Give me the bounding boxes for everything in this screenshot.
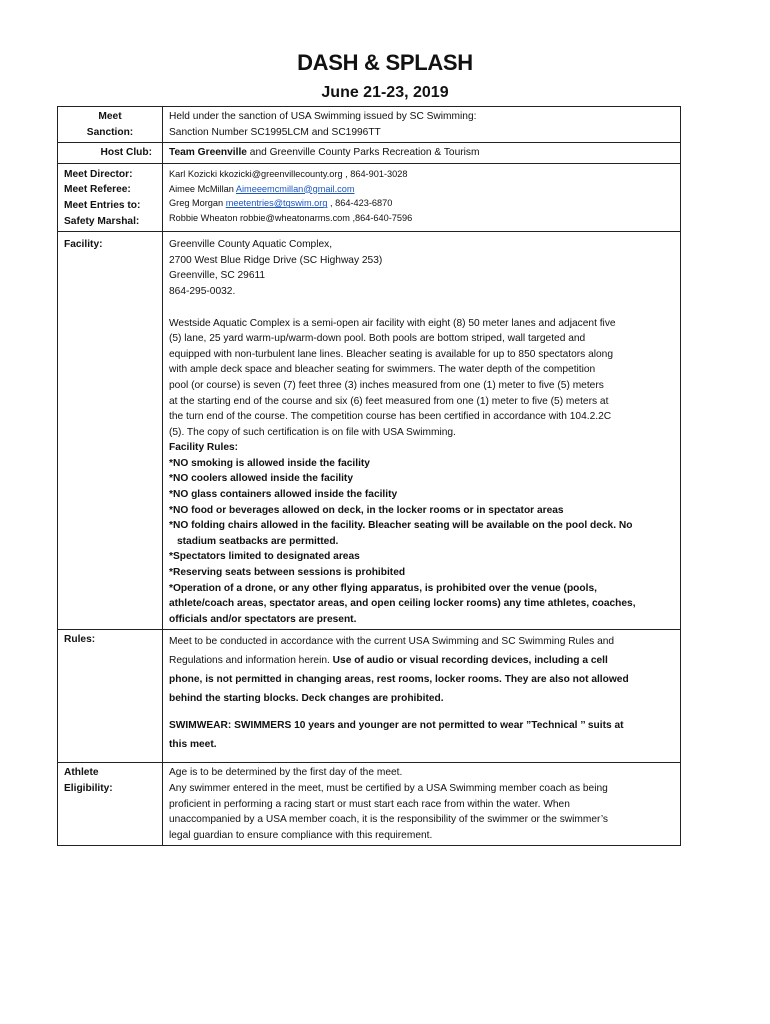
sanction-line: Held under the sanction of USA Swimming issued by SC Swimming: [169, 111, 477, 122]
facility-rules-heading: Facility Rules: [169, 442, 239, 454]
facility-label: Facility: [58, 232, 163, 630]
meet-referee-label: Meet Referee: [64, 184, 131, 196]
facility-rule: *NO glass containers allowed inside the facility [169, 489, 398, 501]
facility-rule: officials and/or spectators are present. [169, 613, 357, 625]
facility-row [58, 232, 681, 630]
safety-marshal-label: Safety Marshal: [64, 215, 140, 227]
host-club-value [163, 143, 681, 164]
rules-value [163, 630, 681, 763]
rules-line: Regulations and information herein. Use of audio or visual recording devices, including a cell [169, 655, 608, 667]
facility-address: Greenville County Aquatic Complex, 2700 West Blue Ridge Drive (SC Highway 253) Greenville, SC 29611 864-295-0032. [169, 239, 383, 297]
swimwear-rule: SWIMWEAR: SWIMMERS 10 years and younger are not permitted to wear ”Technical ’’ suits at [169, 720, 624, 732]
meet-info-table [57, 106, 681, 846]
meet-entries-label: Meet Entries to: [64, 199, 141, 211]
eligibility-value: Age is to be determined by the first day of the meet. Any swimmer entered in the meet, must be certified by a USA Swimming member coach as being proficient in performing a racing start or must start each race from within the water. When unaccompanied by a USA member coach, it is the responsibility of the swimmer or the swimmer’s legal guardian to ensure compliance with this requirement. [163, 763, 681, 846]
host-club-row [58, 143, 681, 164]
eligibility-label: Athlete Eligibility: [58, 763, 163, 846]
facility-rule: athlete/coach areas, spectator areas, and open ceiling locker rooms) any time athletes, coaches, [169, 598, 636, 610]
facility-rule: *Reserving seats between sessions is prohibited [169, 567, 406, 579]
referee-email-link[interactable]: Aimeeemcmillan@gmail.com [235, 183, 355, 194]
rules-row [58, 630, 681, 763]
facility-rule: *Spectators limited to designated areas [169, 551, 360, 563]
eligibility-row [58, 763, 681, 846]
rules-line: phone, is not permitted in changing areas, rest rooms, locker rooms. They are also not allowed [169, 674, 629, 686]
host-club-name: Team Greenville [169, 147, 247, 159]
swimwear-rule: this meet. [169, 739, 217, 751]
facility-rule: *NO coolers allowed inside the facility [169, 473, 353, 485]
meet-referee-contact: Aimee McMillan Aimeeemcmillan@gmail.com [169, 183, 355, 194]
facility-rules-list [169, 456, 674, 628]
entries-email-link[interactable]: meetentries@tgswim.org [225, 198, 328, 209]
officials-row [58, 163, 681, 231]
meet-dates: June 21-23, 2019 [321, 84, 449, 101]
sanction-value [163, 107, 681, 143]
officials-labels [58, 163, 163, 231]
meet-entries-contact: Greg Morgan meetentries@tgswim.org , 864-423-6870 [169, 198, 393, 209]
meet-director-label: Meet Director: [64, 168, 133, 180]
rules-label: Rules: [58, 630, 163, 763]
host-club-label: Host Club: [58, 143, 163, 164]
safety-marshal-contact: Robbie Wheaton robbie@wheatonarms.com ,864-640-7596 [169, 213, 413, 224]
facility-rule: stadium seatbacks are permitted. [177, 535, 339, 547]
sanction-number: Sanction Number SC1995LCM and SC1996TT [169, 126, 381, 138]
rules-line: Meet to be conducted in accordance with the current USA Swimming and SC Swimming Rules and [169, 636, 615, 648]
host-club-partner: and Greenville County Parks Recreation & Tourism [246, 147, 480, 159]
facility-rule: *NO food or beverages allowed on deck, in the locker rooms or in spectator areas [169, 504, 564, 516]
rules-line: behind the starting blocks. Deck changes are prohibited. [169, 693, 444, 705]
meet-director-contact: Karl Kozicki kkozicki@greenvillecounty.org , 864-901-3028 [169, 168, 408, 179]
facility-rule: *Operation of a drone, or any other flying apparatus, is prohibited over the venue (pools, [169, 582, 597, 594]
document-title: DASH & SPLASH [297, 50, 473, 75]
facility-description: Westside Aquatic Complex is a semi-open air facility with eight (8) 50 meter lanes and adjacent five (5) lane, 25 yard warm-up/warm-down pool. Both pools are bottom striped, wall targeted and equipped with non-turbulent lane lines. Bleacher seating is available for up to 850 spectators along with ample deck space and bleacher seating for swimmers. The water depth of the competition pool (or course) is seven (7) feet three (3) inches measured from one (1) meter to five (5) meters at the starting end of the course and six (6) feet measured from one (1) meter to five (5) meters at the turn end of the course. The competition course has been certified in accordance with 104.2.2C (5). The copy of such certification is on file with USA Swimming. [169, 317, 616, 438]
sanction-row [58, 107, 681, 143]
facility-value [163, 232, 681, 630]
sanction-label: Meet Sanction: [58, 107, 163, 143]
facility-rule: *NO folding chairs allowed in the facility. Bleacher seating will be available on the pool deck. No [169, 520, 633, 532]
facility-rule: *NO smoking is allowed inside the facility [169, 457, 370, 469]
officials-values [163, 163, 681, 231]
